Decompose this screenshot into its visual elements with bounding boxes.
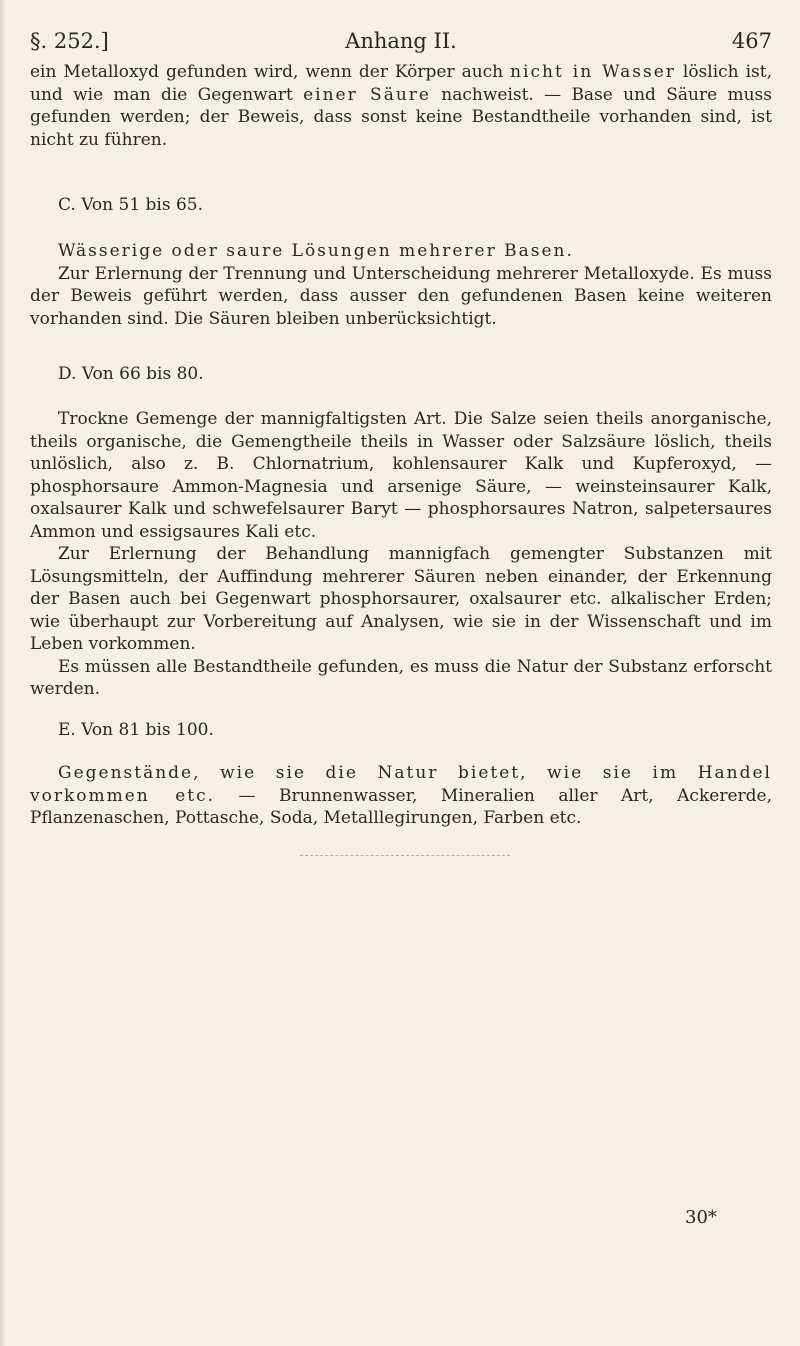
section-e-emphasis: Gegenstände, wie sie die Natur bietet, wie sie im Handel vorkommen etc. bbox=[30, 763, 772, 806]
section-c-heading: C. Von 51 bis 65. bbox=[58, 195, 204, 215]
section-d-paragraph-1: Trockne Gemenge der mannigfaltigsten Art. Die Salze seien theils anorganische, theils organische, die Gemengtheile theils in Wasser oder Salzsäure löslich, theils unlöslich, also z. B. Chlornatrium, kohlensaurer Kalk und Kupferoxyd, — phosphorsaure Ammon-Magnesia und arsenige Säure, — weinsteinsaurer Kalk, oxalsaurer Kalk und schwefelsaurer Baryt — phosphorsaures Natron, salpetersaures Ammon und essigsaures Kali etc. bbox=[30, 409, 772, 542]
intro-text-2: löslich ist, und wie man die Gegenwart bbox=[30, 62, 772, 105]
intro-text-1: ein Metalloxyd gefunden wird, wenn der Körper auch bbox=[30, 62, 511, 82]
section-divider bbox=[300, 855, 510, 856]
section-e-heading: E. Von 81 bis 100. bbox=[58, 720, 214, 740]
page-number: 467 bbox=[731, 29, 772, 53]
intro-emphasis-2: einer Säure bbox=[303, 84, 431, 105]
section-e-body bbox=[30, 762, 772, 830]
section-e-text: — Brunnenwasser, Mineralien aller Art, Ackererde, Pflanzenaschen, Pottasche, Soda, Metalllegirungen, Farben etc. bbox=[30, 785, 772, 828]
section-c-body bbox=[30, 240, 772, 330]
page-edge-shadow bbox=[0, 0, 6, 1346]
section-d-body bbox=[30, 408, 772, 701]
intro-text-3: nachweist. — Base und Säure muss gefunden werden; der Beweis, dass sonst keine Bestandtheile vorhanden sind, ist nicht zu führen. bbox=[30, 84, 772, 150]
section-d-paragraph-3: Es müssen alle Bestandtheile gefunden, es muss die Natur der Substanz erforscht werden. bbox=[30, 656, 772, 699]
section-c-text: Zur Erlernung der Trennung und Unterscheidung mehrerer Metalloxyde. Es muss der Beweis geführt werden, dass ausser den gefundenen Basen keine weiteren vorhanden sind. Die Säuren bleiben unberücksichtigt. bbox=[30, 263, 772, 329]
intro-paragraph bbox=[30, 61, 772, 151]
section-c-title: Wässerige oder saure Lösungen mehrerer Basen. bbox=[58, 241, 574, 261]
section-reference: §. 252.] bbox=[30, 29, 109, 53]
signature-mark: 30* bbox=[685, 1207, 717, 1228]
section-d-paragraph-2: Zur Erlernung der Behandlung mannigfach gemengter Substanzen mit Lösungsmitteln, der Auffindung mehrerer Säuren neben einander, der Erkennung der Basen auch bei Gegenwart phosphorsaurer, oxalsaurer etc. alkalischer Erden; wie überhaupt zur Vorbereitung auf Analysen, wie sie in der Wissenschaft und im Leben vorkommen. bbox=[30, 544, 772, 654]
running-header bbox=[30, 28, 772, 54]
intro-emphasis-1: nicht in Wasser bbox=[510, 62, 676, 82]
page-title: Anhang II. bbox=[345, 29, 457, 53]
section-d-heading: D. Von 66 bis 80. bbox=[58, 364, 204, 384]
